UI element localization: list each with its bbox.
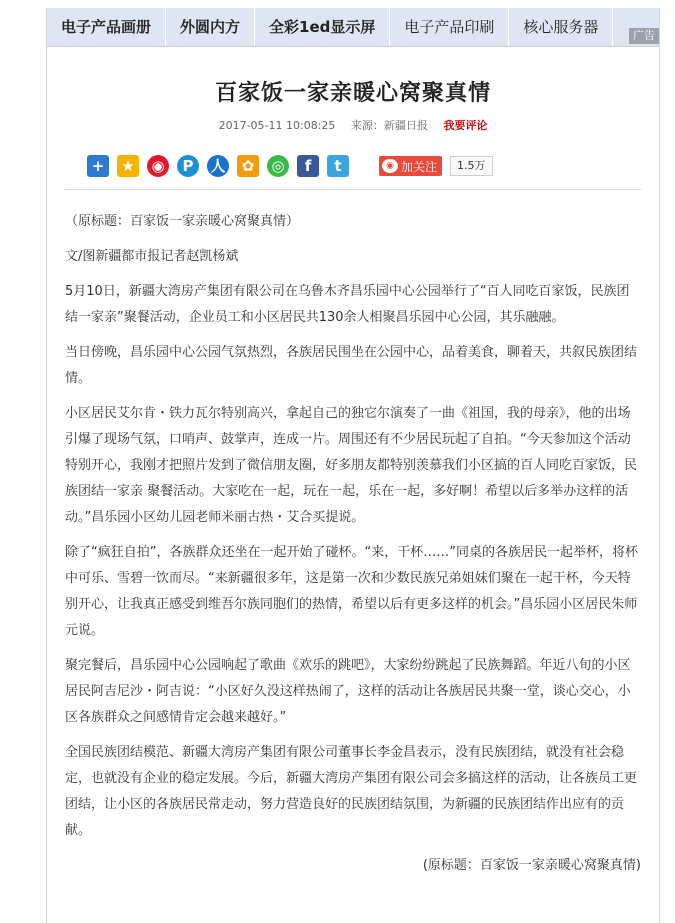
body-paragraph: （原标题：百家饭一家亲暖心窝聚真情） (65, 214, 300, 229)
tencent-weibo-share-icon[interactable]: t (327, 155, 349, 177)
ad-link-1[interactable]: 电子产品画册 (47, 8, 166, 46)
body-paragraph: 文/图新疆都市报记者赵凯杨斌 (65, 249, 239, 264)
share-toolbar (87, 153, 493, 179)
pinterest-share-icon[interactable]: P (177, 155, 199, 177)
kaixin-share-icon[interactable]: ✿ (237, 155, 259, 177)
article-body (65, 209, 641, 888)
article-page (46, 8, 660, 923)
ad-link-5[interactable]: 核心服务器 (509, 8, 613, 46)
body-paragraph: 当日傍晚，昌乐园中心公园气氛热烈，各族居民围坐在公园中心，品着美食，聊着天，共叙民族团结情。 (65, 345, 638, 386)
follow-widget (379, 156, 493, 176)
body-paragraph: 除了“疯狂自拍”，各族群众还坐在一起开始了碰杯。“来，干杯……”同桌的各族居民一起举杯，将杯中可乐、雪碧一饮而尽。“来新疆很多年，这是第一次和少数民族兄弟姐妹们聚在一起干杯，今天特别开心，让我真正感受到维吾尔族同胞们的热情，希望以后有更多这样的机会。”昌乐园小区居民朱师元说。 (65, 545, 638, 638)
wechat-share-icon[interactable]: ◎ (267, 155, 289, 177)
weibo-icon: ◉ (382, 159, 398, 173)
follow-button[interactable] (379, 156, 442, 176)
renren-share-icon[interactable]: 人 (207, 155, 229, 177)
ad-badge: 广告 (629, 28, 659, 44)
body-paragraph: 全国民族团结模范、新疆大湾房产集团有限公司董事长李金昌表示，没有民族团结，就没有社会稳定，也就没有企业的稳定发展。今后，新疆大湾房产集团有限公司会多搞这样的活动，让各族员工更团结，让小区的各族居民常走动，努力营造良好的民族团结氛围，为新疆的民族团结作出应有的贡献。 (65, 745, 638, 838)
ad-link-2[interactable]: 外圆内方 (166, 8, 255, 46)
article-title: 百家饭一家亲暖心窝聚真情 (214, 81, 491, 106)
article-meta (47, 117, 659, 133)
weibo-share-icon[interactable]: ◉ (147, 155, 169, 177)
ad-link-4[interactable]: 电子产品印刷 (390, 8, 509, 46)
divider (65, 189, 641, 190)
ad-link-bar (47, 8, 659, 47)
ad-link-3[interactable]: 全彩1ed显示屏 (255, 8, 390, 46)
follower-count: 1.5万 (450, 156, 493, 176)
article-source: 来源：新疆日报 (350, 119, 428, 132)
original-title-note: (原标题：百家饭一家亲暖心窝聚真情) (422, 858, 641, 873)
plus-share-icon[interactable]: + (87, 155, 109, 177)
article-datetime: 2017-05-11 10:08:25 (218, 119, 336, 132)
follow-label: 加关注 (401, 159, 438, 174)
comment-link[interactable]: 我要评论 (443, 119, 488, 132)
star-share-icon[interactable]: ★ (117, 155, 139, 177)
facebook-share-icon[interactable]: f (297, 155, 319, 177)
body-paragraph: 小区居民艾尔肯・铁力瓦尔特别高兴，拿起自己的独它尔演奏了一曲《祖国，我的母亲》，他的出场引爆了现场气氛，口哨声、鼓掌声，连成一片。周围还有不少居民玩起了自拍。“今天参加这个活动特别开心，我刚才把照片发到了微信朋友圈，好多朋友都特别羡慕我们小区搞的百人同吃百家饭，民族团结一家亲 聚餐活动。大家吃在一起，玩在一起，乐在一起，多好啊！希望以后多举办这样的活动。”昌乐园小区幼儿园老师米丽古热・艾合买提说。 (65, 406, 638, 525)
body-paragraph: 5月10日，新疆大湾房产集团有限公司在乌鲁木齐昌乐园中心公园举行了“百人同吃百家饭，民族团结一家亲”聚餐活动，企业员工和小区居民共130余人相聚昌乐园中心公园，其乐融融。 (65, 284, 630, 325)
body-paragraph: 聚完餐后，昌乐园中心公园响起了歌曲《欢乐的跳吧》，大家纷纷跳起了民族舞蹈。年近八旬的小区居民阿吉尼沙・阿吉说：“小区好久没这样热闹了，这样的活动让各族居民共聚一堂，谈心交心，小区各族群众之间感情肯定会越来越好。” (65, 658, 631, 725)
